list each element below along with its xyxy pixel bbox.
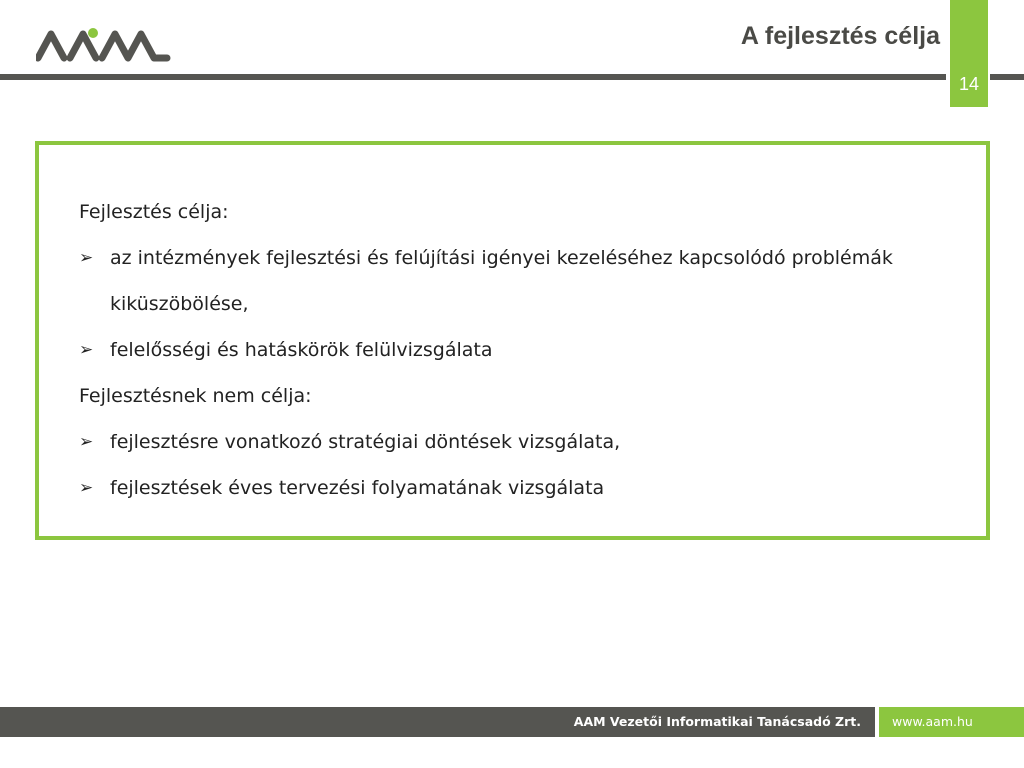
arrow-bullet-icon: ➢ xyxy=(79,432,94,452)
section-heading-non-goals: Fejlesztésnek nem célja: xyxy=(79,385,312,407)
aam-logo-icon xyxy=(36,26,172,62)
list-item-text: fejlesztések éves tervezési folyamatának vizsgálata xyxy=(110,477,605,499)
list-item-text: felelősségi és hatáskörök felülvizsgálata xyxy=(110,339,493,361)
header-divider xyxy=(0,74,946,80)
section-heading-goals: Fejlesztés célja: xyxy=(79,201,229,223)
header-divider-right xyxy=(990,74,1024,80)
footer-company-name: AAM Vezetői Informatikai Tanácsadó Zrt. xyxy=(573,714,861,729)
list-item xyxy=(79,235,956,327)
list-item-text: az intézmények fejlesztési és felújítási igényei kezeléséhez kapcsolódó problémák kiküszöbölése, xyxy=(110,247,893,315)
content-box xyxy=(35,141,990,540)
list-item-text: fejlesztésre vonatkozó stratégiai döntések vizsgálata, xyxy=(110,431,621,453)
footer-website-link[interactable]: www.aam.hu xyxy=(892,714,973,729)
arrow-bullet-icon: ➢ xyxy=(79,340,94,360)
footer-web-box xyxy=(879,707,1024,737)
content-body xyxy=(79,189,956,511)
footer-bar xyxy=(0,707,875,737)
arrow-bullet-icon: ➢ xyxy=(79,248,94,268)
arrow-bullet-icon: ➢ xyxy=(79,478,94,498)
page-number: 14 xyxy=(958,74,980,94)
page-title: A fejlesztés célja xyxy=(740,22,940,50)
list-item xyxy=(79,465,956,511)
list-item xyxy=(79,327,956,373)
list-item xyxy=(79,419,956,465)
